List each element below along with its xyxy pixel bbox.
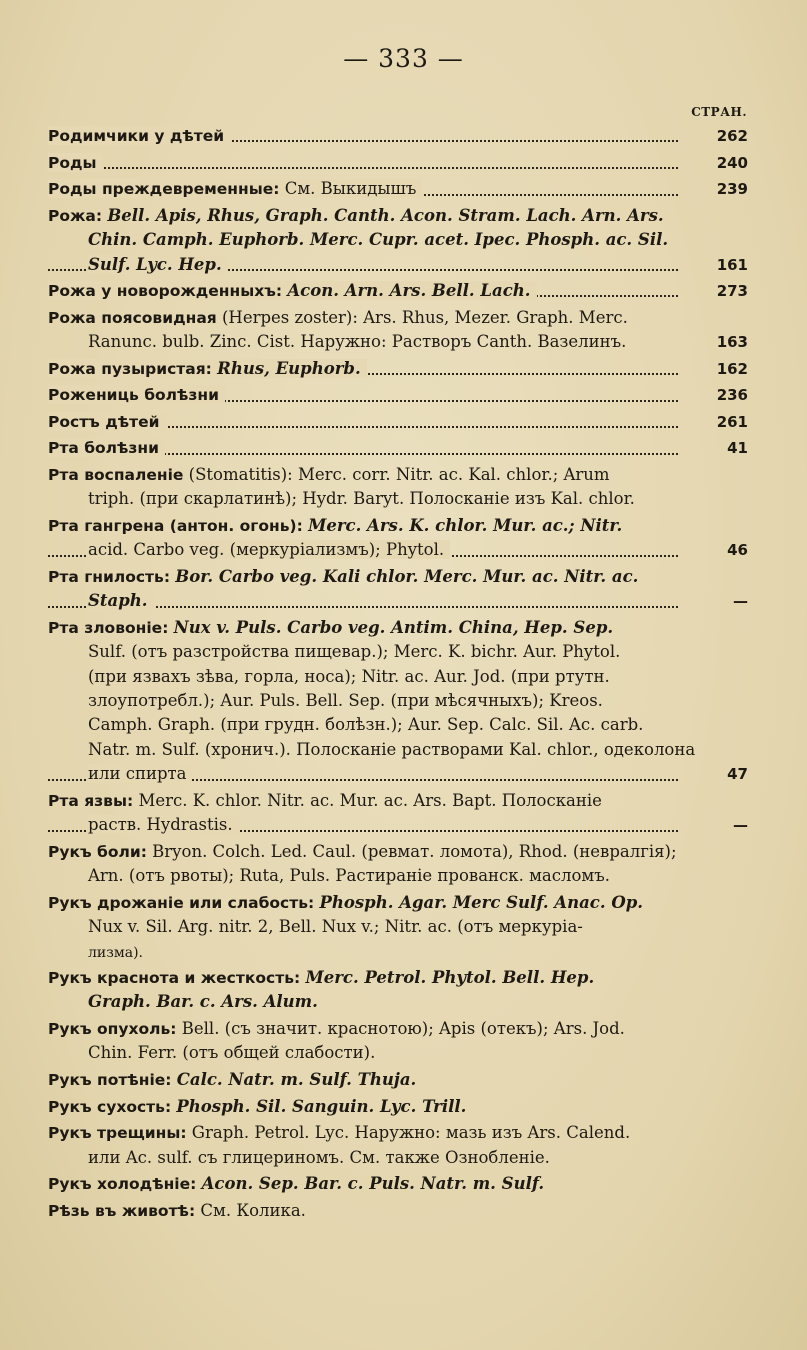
- entry-text: Nux v. Sil. Arg. nitr. 2, Bell. Nux v.; Nitr. ac. (отъ меркуріа-: [88, 917, 583, 937]
- entry-line: [48, 204, 748, 228]
- entry-term: Рожа пузыристая:: [48, 359, 212, 378]
- entry-line: [48, 410, 748, 434]
- entry-term: Рукъ трещины:: [48, 1124, 187, 1143]
- page-number: — 333 —: [343, 44, 464, 73]
- entry-line: [48, 940, 748, 964]
- page-ref: 162: [716, 359, 748, 378]
- entry-text: Chin. Camph. Euphorb. Merc. Cupr. acet. Ipec. Phosph. ac. Sil.: [88, 230, 669, 250]
- entry-text: Merc. Petrol. Phytol. Bell. Hep.: [305, 968, 595, 988]
- entry-text: или спирта: [88, 764, 192, 783]
- index-entry: [48, 565, 748, 614]
- index-entry: [48, 410, 748, 434]
- entry-term: Рта воспаленіе: [48, 465, 184, 484]
- entry-term: Рожа у новорожденныхъ:: [48, 282, 283, 301]
- entry-term: Рта гангрена (антон. огонь):: [48, 516, 303, 535]
- entry-line: [48, 565, 748, 589]
- page-ref: 262: [716, 127, 748, 145]
- page-ref: 163: [716, 333, 748, 352]
- index-entry: [48, 966, 748, 1015]
- page-ref: 240: [716, 153, 748, 172]
- entry-line: [48, 864, 748, 888]
- entry-line: [48, 840, 748, 864]
- entry-text: Graph. Bar. c. Ars. Alum.: [88, 992, 318, 1012]
- entry-term: Рукъ боли:: [48, 842, 147, 861]
- entry-text: Natr. m. Sulf. (хронич.). Полосканіе растворами Kal. chlor., одеколона: [88, 739, 696, 759]
- entry-line: [48, 1041, 748, 1065]
- entry-text: Phosph. Sil. Sanguin. Lyc. Trill.: [176, 1096, 467, 1116]
- index-entry: [48, 436, 748, 460]
- page-ref: 261: [716, 412, 748, 431]
- entry-text: (при язвахъ зѣва, горла, носа); Nitr. ac. Aur. Jod. (при ртутн.: [88, 666, 610, 686]
- index-entry: [48, 891, 748, 964]
- entry-line: [48, 665, 748, 689]
- entry-line: [48, 1172, 748, 1196]
- page-ref: 46: [727, 541, 748, 560]
- entry-line: [48, 915, 748, 939]
- entry-term: Рѣзь въ животѣ:: [48, 1201, 196, 1220]
- entry-line: [48, 1017, 748, 1041]
- entry-term: Рожа поясовидная: [48, 308, 217, 327]
- entry-term: Рожа:: [48, 206, 103, 225]
- entry-text: или Ac. sulf. съ глицериномъ. См. также Ознобленіе.: [88, 1147, 550, 1167]
- index-entry: [48, 1199, 748, 1223]
- entry-text: Sulf. Lyc. Hep.: [88, 255, 228, 274]
- page-column-label: СТРАН.: [691, 105, 747, 119]
- entry-line: [48, 966, 748, 990]
- entry-term: Роды: [48, 153, 97, 172]
- entry-line: [48, 813, 748, 837]
- page-ref: 236: [716, 386, 748, 405]
- index-entry: [48, 306, 748, 355]
- index-entry: [48, 383, 748, 407]
- entry-line: [48, 228, 748, 252]
- entry-term: Рта болѣзни: [48, 439, 160, 458]
- dot-leader: [48, 167, 678, 169]
- entry-text: (Stomatitis): Merc. corr. Nitr. ac. Kal. chlor.; Arum: [188, 464, 610, 484]
- entry-text: (Herpes zoster): Ars. Rhus, Mezer. Graph. Merc.: [222, 307, 628, 327]
- index-entry: [48, 1068, 748, 1092]
- entry-line: [48, 514, 748, 538]
- index-entry: [48, 463, 748, 512]
- index-entry: [48, 279, 748, 303]
- entry-line: [48, 487, 748, 511]
- entry-text: См. Колика.: [200, 1200, 306, 1220]
- entry-term: Ростъ дѣтей: [48, 412, 160, 431]
- entry-text: См. Выкидышъ: [284, 179, 417, 199]
- index-entry: [48, 514, 748, 563]
- index-entry: [48, 124, 748, 148]
- entry-line: [48, 151, 748, 175]
- index-entry: [48, 357, 748, 381]
- entry-line: [48, 1146, 748, 1170]
- entry-term: Родимчики у дѣтей: [48, 127, 225, 145]
- entry-line: [48, 616, 748, 640]
- entry-text: Rhus, Euphorb.: [217, 358, 361, 378]
- entry-term: Рукъ краснота и жесткость:: [48, 969, 301, 988]
- entry-term: Рта гнилость:: [48, 567, 171, 586]
- entry-term: Рукъ потѣніе:: [48, 1071, 172, 1090]
- entry-line: [48, 738, 748, 762]
- index-entry: [48, 1017, 748, 1066]
- index-entry: [48, 789, 748, 838]
- entry-line: [48, 640, 748, 664]
- page-ref: 273: [716, 282, 748, 301]
- entry-line: [48, 538, 748, 562]
- entry-line: [48, 124, 748, 148]
- index-entry: [48, 151, 748, 175]
- page-ref: —: [733, 592, 748, 611]
- entry-term: Рукъ холодѣніе:: [48, 1175, 197, 1194]
- entry-text: Bell. (съ значит. краснотою); Apis (отекъ); Ars. Jod.: [181, 1019, 625, 1039]
- entry-text: Arn. (отъ рвоты); Ruta, Puls. Растираніе прованск. масломъ.: [88, 866, 610, 886]
- entry-term: Рта зловоніе:: [48, 618, 169, 637]
- entry-line: [48, 1121, 748, 1145]
- entry-text: Acon. Sep. Bar. c. Puls. Natr. m. Sulf.: [201, 1174, 545, 1194]
- index-entry: [48, 177, 748, 201]
- entry-term: Рукъ сухость:: [48, 1097, 172, 1116]
- entry-line: [48, 253, 748, 277]
- entry-text: Camph. Graph. (при грудн. болѣзн.); Aur. Sep. Calc. Sil. Ac. carb.: [88, 715, 644, 735]
- entry-text: Nux v. Puls. Carbo veg. Antim. China, Hep. Sep.: [173, 617, 614, 637]
- page-ref: 239: [716, 180, 748, 199]
- entry-text: Bell. Apis, Rhus, Graph. Canth. Acon. Stram. Lach. Arn. Ars.: [107, 205, 664, 225]
- entry-text: Calc. Natr. m. Sulf. Thuja.: [176, 1070, 417, 1090]
- page-ref: 41: [727, 439, 748, 458]
- entry-line: [48, 306, 748, 330]
- entry-term: Рукъ опухоль:: [48, 1020, 177, 1039]
- entry-text: злоупотребл.); Aur. Puls. Bell. Sep. (при мѣсячныхъ); Kreos.: [88, 691, 603, 711]
- entry-text: Merc. K. chlor. Nitr. ac. Mur. ac. Ars. Bapt. Полосканіе: [138, 790, 602, 810]
- entry-text: Phosph. Agar. Merc Sulf. Anac. Op.: [319, 892, 643, 912]
- entry-term: Рожениць болѣзни: [48, 386, 220, 405]
- entry-line: [48, 436, 748, 460]
- entry-text: Acon. Arn. Ars. Bell. Lach.: [287, 281, 531, 301]
- entry-line: [48, 1068, 748, 1092]
- entry-text: Bryon. Colch. Led. Caul. (ревмат. ломота), Rhod. (невралгія);: [152, 841, 677, 861]
- entry-text: Merc. Ars. K. chlor. Mur. ac.; Nitr.: [308, 515, 623, 535]
- entry-text: Bor. Carbo veg. Kali chlor. Merc. Mur. ac. Nitr. ac.: [175, 566, 639, 586]
- entry-term: Рта язвы:: [48, 791, 134, 810]
- entry-text: Ranunc. bulb. Zinc. Cist. Наружно: Растворъ Canth. Вазелинъ.: [88, 332, 627, 352]
- page-ref: 47: [727, 765, 748, 784]
- index-entry: [48, 616, 748, 787]
- entry-line: [48, 990, 748, 1014]
- entry-text: раств. Hydrastis.: [88, 815, 239, 834]
- entry-text: Staph.: [88, 591, 154, 610]
- entry-line: [48, 1095, 748, 1119]
- index-entry: [48, 204, 748, 277]
- entry-line: [48, 891, 748, 915]
- entry-line: [48, 1199, 748, 1223]
- index-list: [48, 124, 748, 1223]
- index-entry: [48, 840, 748, 889]
- entry-line: [48, 383, 748, 407]
- entry-text: triph. (при скарлатинѣ); Hydr. Baryt. Полосканіе изъ Kal. chlor.: [88, 489, 635, 509]
- entry-line: [48, 357, 748, 381]
- index-entry: [48, 1095, 748, 1119]
- entry-line: [48, 713, 748, 737]
- entry-line: [48, 463, 748, 487]
- entry-line: [48, 689, 748, 713]
- entry-text: лизма).: [88, 944, 144, 961]
- entry-line: [48, 762, 748, 786]
- entry-line: [48, 789, 748, 813]
- entry-text: acid. Carbo veg. (меркуріализмъ); Phytol.: [88, 540, 450, 559]
- entry-term: Роды преждевременные:: [48, 180, 280, 199]
- entry-line: [48, 589, 748, 613]
- page-ref: —: [733, 816, 748, 835]
- page-ref: 161: [716, 255, 748, 274]
- entry-text: Graph. Petrol. Lyc. Наружно: мазь изъ Ars. Calend.: [191, 1123, 631, 1143]
- entry-term: Рукъ дрожаніе или слабость:: [48, 893, 315, 912]
- index-entry: [48, 1172, 748, 1196]
- index-entry: [48, 1121, 748, 1170]
- entry-text: Chin. Ferr. (отъ общей слабости).: [88, 1043, 376, 1063]
- entry-text: Sulf. (отъ разстройства пищевар.); Merc. K. bichr. Aur. Phytol.: [88, 642, 621, 662]
- entry-line: [48, 330, 748, 354]
- entry-line: [48, 177, 748, 201]
- entry-line: [48, 279, 748, 303]
